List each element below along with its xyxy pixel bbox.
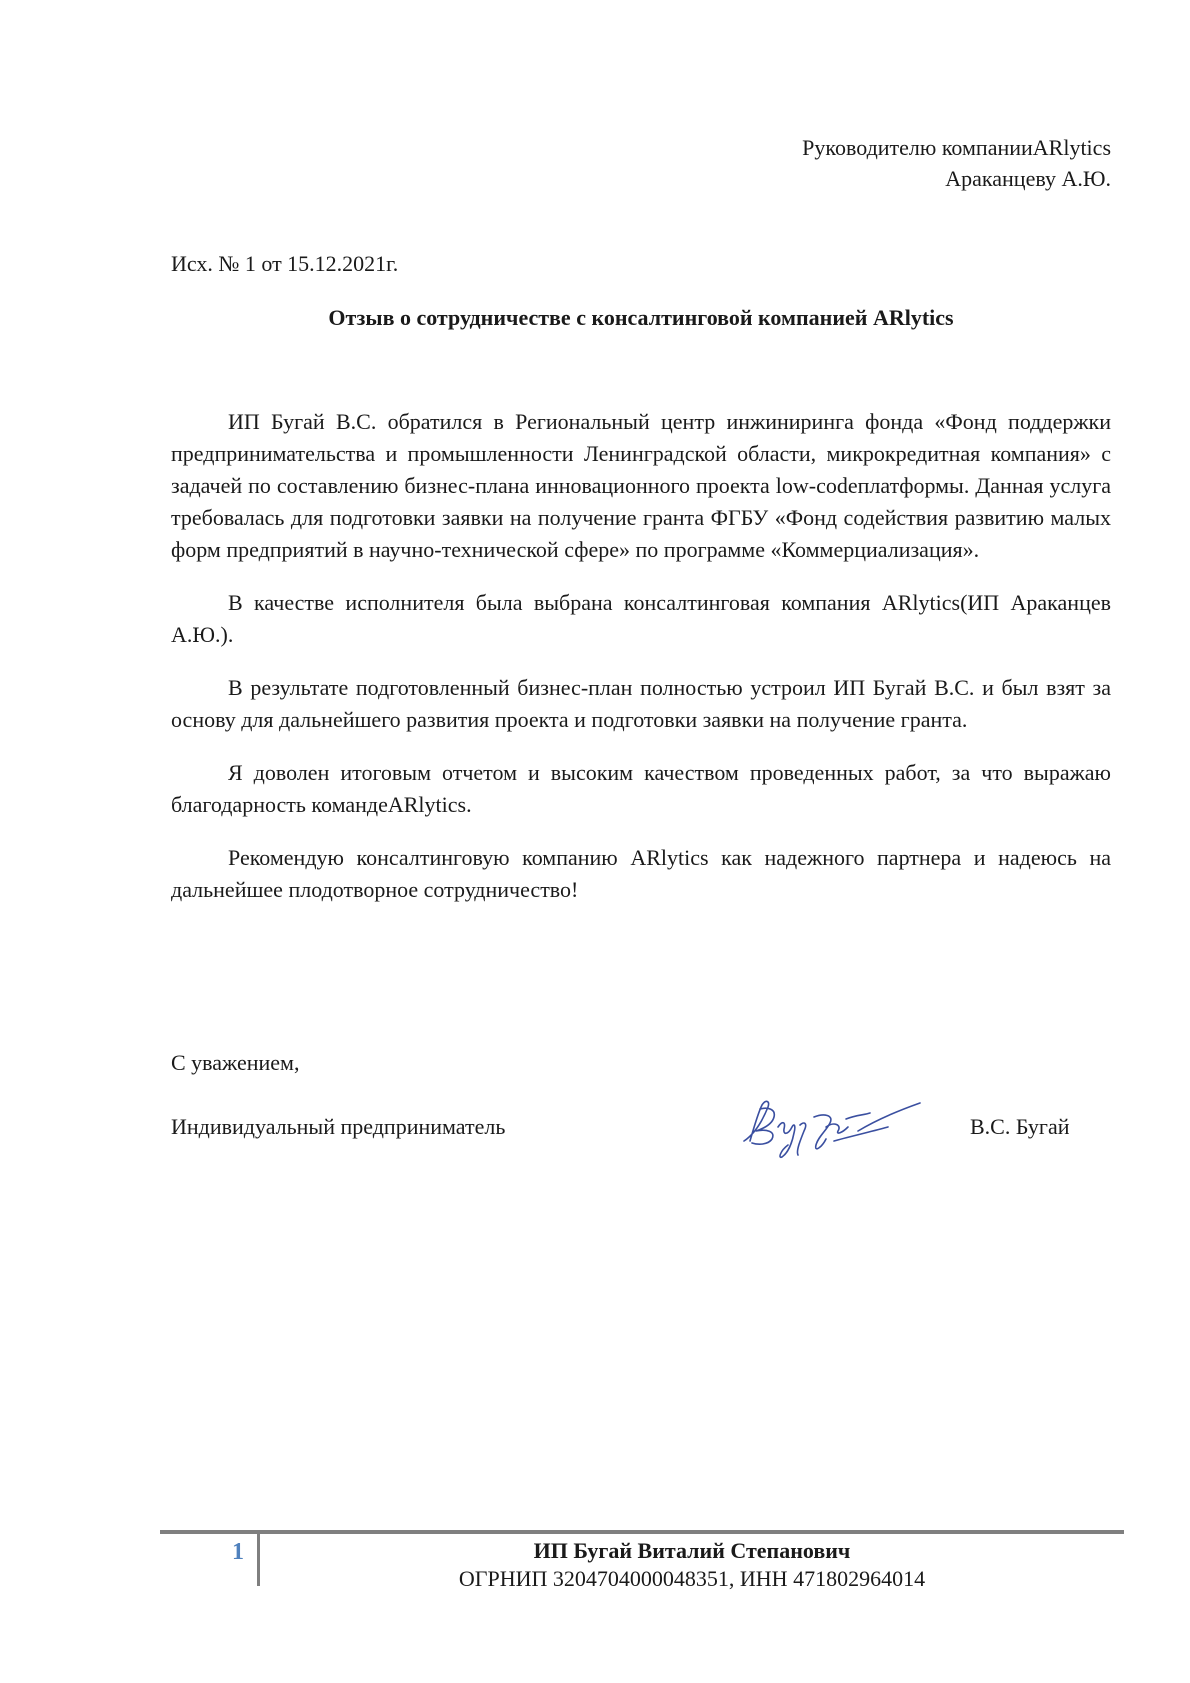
signer-role: Индивидуальный предприниматель [171,1114,506,1139]
footer-rule [160,1530,1124,1534]
outgoing-reference: Исх. № 1 от 15.12.2021г. [171,251,399,276]
body-paragraph: Я доволен итоговым отчетом и высоким качеством проведенных работ, за что выражаю благодарность командеARlytics. [171,760,1111,817]
body-paragraph: В качестве исполнителя была выбрана консалтинговая компания ARlytics(ИП Араканцев А.Ю.). [171,590,1111,647]
addressee-line-1: Руководителю компанииARlytics [802,135,1111,160]
addressee-block [802,132,1111,194]
page-number: 1 [232,1539,244,1565]
footer-company-name: ИП Бугай Виталий Степанович [533,1538,851,1563]
handwritten-signature [738,1097,923,1159]
document-title: Отзыв о сотрудничестве с консалтинговой компанией ARlytics [328,305,954,330]
signer-name: В.С. Бугай [970,1114,1070,1139]
footer-registration: ОГРНИП 3204704000048351, ИНН 471802964014 [458,1566,926,1591]
footer-divider [257,1534,260,1586]
closing-salutation: С уважением, [171,1050,300,1075]
body-paragraph: В результате подготовленный бизнес-план полностью устроил ИП Бугай В.С. и был взят за основу для дальнейшего развития проекта и подготовки заявки на получение гранта. [171,675,1111,732]
footer-block [262,1537,1122,1593]
letter-body [171,406,1111,927]
body-paragraph: ИП Бугай В.С. обратился в Региональный центр инжиниринга фонда «Фонд поддержки предпринимательства и промышленности Ленинградской области, микрокредитная компания» с задачей по составлению бизнес-плана инновационного проекта low-codeплатформы. Данная услуга требовалась для подготовки заявки на получение гранта ФГБУ «Фонд содействия развитию малых форм предприятий в научно-технической сфере» по программе «Коммерциализация». [171,409,1111,562]
body-paragraph: Рекомендую консалтинговую компанию ARlytics как надежного партнера и надеюсь на дальнейшее плодотворное сотрудничество! [171,845,1111,902]
addressee-line-2: Араканцеву А.Ю. [945,166,1111,191]
